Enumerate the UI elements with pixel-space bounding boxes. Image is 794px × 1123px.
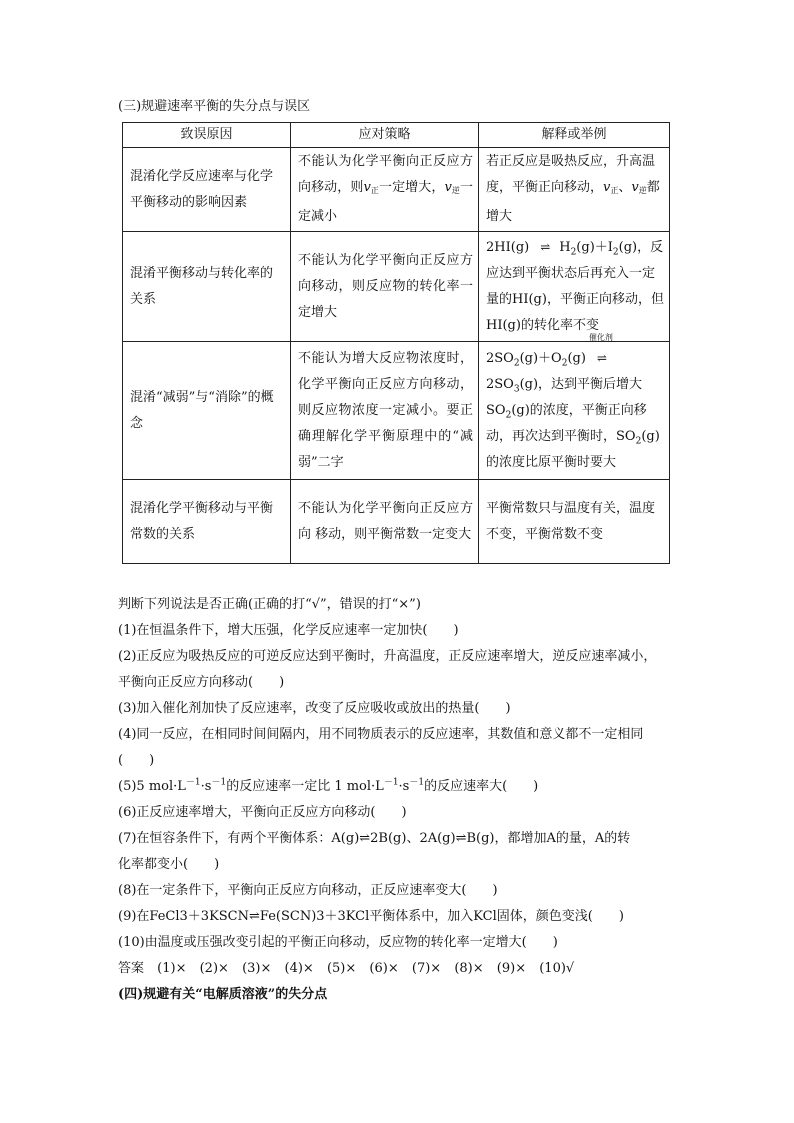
header-cause: 致误原因 (123, 123, 291, 148)
strategy-cell: 不能认为增大反应物浓度时，化学平衡向正反应方向移动，则反应物浓度一定减小。要正确理解化学平衡原理中的“减弱”二字 (291, 342, 479, 480)
cause-cell: 混淆化学平衡移动与平衡常数的关系 (123, 480, 291, 564)
strategy-cell: 不能认为化学平衡向正反应方向移动，则反应物的转化率一定增大 (291, 232, 479, 342)
answer-item: (1)× (157, 961, 187, 976)
example-cell: 2HI(g) ⇌ $H_2(g)+I_2(g)$，反应达到平衡状态后再充入一定量的HI(g)，平衡正向移动，但HI(g)的转化率不变 (479, 232, 670, 342)
answer-item: (8)× (454, 961, 484, 976)
answer-label: 答案 (118, 961, 145, 976)
table-header-row (123, 123, 670, 148)
table-row (123, 480, 670, 564)
question-2-line-1: (2)正反应为吸热反应的可逆反应达到平衡时，升高温度，正反应速率增大，逆反应速率减小， (118, 649, 657, 664)
question-4-line-1: (4)同一反应，在相同时间间隔内，用不同物质表示的反应速率，其数值和意义都不一定相同 (118, 727, 644, 742)
question-10: (10)由温度或压强改变引起的平衡正向移动，反应物的转化率一定增大( ) (118, 935, 558, 950)
answer-item: (9)× (496, 961, 527, 976)
answer-item: (4)× (284, 961, 314, 976)
example-cell: 若正反应是吸热反应，升高温度，平衡正向移动，v正、v逆都增大 (479, 148, 670, 232)
answer-item: (3)× (242, 961, 272, 976)
section-3-title: (三)规避速率平衡的失分点与误区 (118, 99, 311, 114)
question-9: (9)在FeCl3＋3KSCN⇌Fe(SCN)3＋3KCl平衡体系中，加入KCl固体，颜色变浅( ) (118, 909, 624, 924)
cause-cell: 混淆化学反应速率与化学平衡移动的影响因素 (123, 148, 291, 232)
header-strategy: 应对策略 (291, 123, 479, 148)
questions-intro: 判断下列说法是否正确(正确的打“√”，错误的打“×”) (118, 597, 421, 612)
question-4-line-2: ( ) (118, 753, 155, 768)
strategy-cell: 不能认为化学平衡向正反应方向移动，则v正一定增大，v逆一定减小 (291, 148, 479, 232)
question-8: (8)在一定条件下，平衡向正反应方向移动，正反应速率变大( ) (118, 883, 498, 898)
question-6: (6)正反应速率增大，平衡向正反应方向移动( ) (118, 805, 407, 820)
cause-cell: 混淆“减弱”与“消除”的概念 (123, 342, 291, 480)
judgement-questions (118, 592, 688, 1008)
answer-item: (2)× (199, 961, 229, 976)
catalyst-label: 催化剂 (588, 333, 613, 342)
question-3: (3)加入催化剂加快了反应速率，改变了反应吸收或放出的热量( ) (118, 701, 511, 716)
table-row (123, 232, 670, 342)
strategy-cell: 不能认为化学平衡向正反应方向 移动，则平衡常数一定变大 (291, 480, 479, 564)
question-7-line-2: 化率都变小( ) (118, 857, 220, 872)
equilibrium-arrow-icon: 催化剂 ⇌ (586, 345, 616, 372)
answer-line (118, 956, 688, 982)
answer-item: (5)× (326, 961, 357, 976)
example-cell: 平衡常数只与温度有关，温度不变，平衡常数不变 (479, 480, 670, 564)
section-4-title: (四)规避有关“电解质溶液”的失分点 (118, 987, 328, 1002)
example-cell: $2SO_2(g)+O_2(g)$ 催化剂 ⇌ $2SO_3(g)$，达到平衡后增大$SO_2(g)$的浓度，平衡正向移动，再次达到平衡时，$SO_2(g)$的浓度比原平衡时要大 (479, 342, 670, 480)
table-row (123, 148, 670, 232)
question-5: (5)5 $mol\cdot L^{-1}\cdot s^{-1}$的反应速率一定比 1 $mol\cdot L^{-1}\cdot s^{-1}$的反应速率大( ) (118, 777, 539, 794)
question-1: (1)在恒温条件下，增大压强，化学反应速率一定加快( ) (118, 623, 459, 638)
question-7-line-1: (7)在恒容条件下，有两个平衡体系：A(g)⇌2B(g)、2A(g)⇌B(g)，都增加A的量，A的转 (118, 831, 631, 846)
equilibrium-arrow-icon: ⇌ (540, 240, 549, 254)
answer-item: (10)√ (539, 961, 575, 976)
pitfall-table (122, 122, 670, 564)
cause-cell: 混淆平衡移动与转化率的关系 (123, 232, 291, 342)
answer-item: (6)× (369, 961, 399, 976)
header-example: 解释或举例 (479, 123, 670, 148)
table-row (123, 342, 670, 480)
question-2-line-2: 平衡向正反应方向移动( ) (118, 675, 285, 690)
answer-item: (7)× (411, 961, 442, 976)
